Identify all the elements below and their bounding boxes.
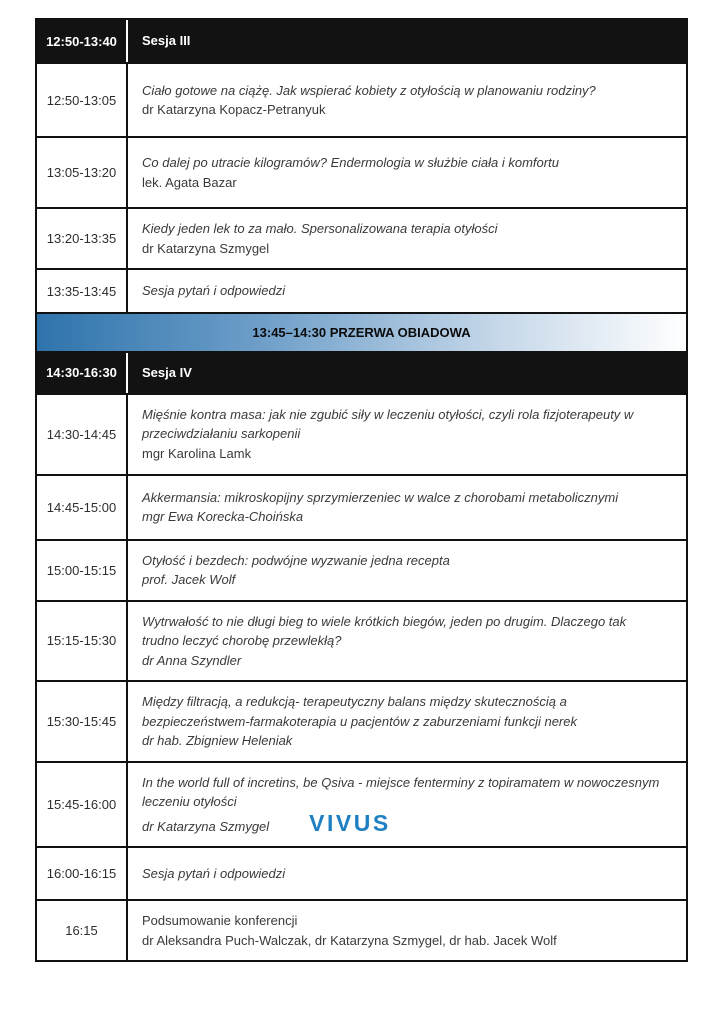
session-details-cell xyxy=(128,763,686,847)
session-details-cell xyxy=(128,64,686,136)
session-speaker: dr Aleksandra Puch-Walczak, dr Katarzyna Szmygel, dr hab. Jacek Wolf xyxy=(142,932,557,948)
schedule-row xyxy=(37,62,686,136)
schedule-row xyxy=(37,474,686,539)
session-title: Podsumowanie konferencji xyxy=(142,913,298,928)
session-speaker: dr Katarzyna Szmygel xyxy=(142,240,270,256)
time-cell: 15:00-15:15 xyxy=(37,541,128,600)
session-title: Co dalej po utracie kilogramów? Endermologia w służbie ciała i komfortu xyxy=(142,155,559,170)
session-header-label: Sesja III xyxy=(142,33,191,49)
session-title: Ciało gotowe na ciążę. Jak wspierać kobiety z otyłością w planowaniu rodziny? xyxy=(142,82,596,98)
speaker-and-logo-row xyxy=(142,809,660,837)
session-title: Między filtracją, a redukcją- terapeutyczny balans między skutecznością a bezpieczeństwem-farmakoterapia u pacjentów z zaburzeniami funkcji nerek xyxy=(142,694,577,729)
time-cell: 15:15-15:30 xyxy=(37,602,128,681)
session-header-label-cell xyxy=(128,353,686,393)
schedule-row xyxy=(37,899,686,960)
session-header-label-cell xyxy=(128,20,686,62)
time-cell: 14:30-14:45 xyxy=(37,395,128,474)
session-speaker: mgr Karolina Lamk xyxy=(142,445,252,461)
schedule-row xyxy=(37,846,686,899)
vivus-logo: VIVUS xyxy=(309,809,391,836)
schedule-row xyxy=(37,136,686,207)
session-speaker: lek. Agata Bazar xyxy=(142,174,237,190)
schedule-row xyxy=(37,600,686,681)
lunch-break-band: 13:45–14:30 PRZERWA OBIADOWA xyxy=(37,312,686,351)
session-details-cell xyxy=(128,395,686,474)
session-title: In the world full of incretins, be Qsiva - miejsce fenterminy z topiramatem w nowoczesnym leczeniu otyłości xyxy=(142,774,660,809)
session-header-row xyxy=(37,20,686,62)
time-cell: 15:45-16:00 xyxy=(37,763,128,847)
session-title: Kiedy jeden lek to za mało. Spersonalizowana terapia otyłości xyxy=(142,221,498,236)
session-title: Akkermansia: mikroskopijny sprzymierzeniec w walce z chorobami metabolicznymi xyxy=(142,489,619,505)
session-title: Otyłość i bezdech: podwójne wyzwanie jedna recepta xyxy=(142,552,450,568)
session-details-cell xyxy=(128,270,686,312)
schedule-row xyxy=(37,393,686,474)
session-title: Sesja pytań i odpowiedzi xyxy=(142,865,286,881)
schedule-row xyxy=(37,207,686,268)
session-header-row xyxy=(37,351,686,393)
time-cell: 14:30-16:30 xyxy=(37,353,128,393)
time-cell: 12:50-13:40 xyxy=(37,20,128,62)
session-details-cell xyxy=(128,602,686,681)
session-details-cell xyxy=(128,901,686,960)
time-cell: 16:15 xyxy=(37,901,128,960)
agenda-table xyxy=(35,18,688,962)
time-cell: 14:45-15:00 xyxy=(37,476,128,539)
schedule-row xyxy=(37,761,686,847)
session-title: Wytrwałość to nie długi bieg to wiele krótkich biegów, jeden po drugim. Dlaczego tak trudno leczyć chorobę przewlekłą? xyxy=(142,613,627,648)
session-details-cell xyxy=(128,476,686,539)
session-speaker: dr Katarzyna Kopacz-Petranyuk xyxy=(142,102,326,117)
time-cell: 13:05-13:20 xyxy=(37,138,128,207)
session-speaker: dr Anna Szyndler xyxy=(142,652,242,668)
session-details-cell xyxy=(128,209,686,268)
session-speaker: dr Katarzyna Szmygel xyxy=(142,818,270,834)
time-cell: 12:50-13:05 xyxy=(37,64,128,136)
session-details-cell xyxy=(128,682,686,761)
session-details-cell xyxy=(128,138,686,207)
time-cell: 16:00-16:15 xyxy=(37,848,128,899)
time-cell: 13:35-13:45 xyxy=(37,270,128,312)
session-header-label: Sesja IV xyxy=(142,365,192,380)
session-title: Sesja pytań i odpowiedzi xyxy=(142,283,286,299)
time-cell: 15:30-15:45 xyxy=(37,682,128,761)
time-cell: 13:20-13:35 xyxy=(37,209,128,268)
session-speaker: prof. Jacek Wolf xyxy=(142,572,236,587)
session-details-cell xyxy=(128,848,686,899)
schedule-row xyxy=(37,680,686,761)
session-title: Mięśnie kontra masa: jak nie zgubić siły w leczeniu otyłości, czyli rola fizjoterapeuty w przeciwdziałaniu sarkopenii xyxy=(142,406,634,442)
session-speaker: dr hab. Zbigniew Heleniak xyxy=(142,733,293,748)
schedule-row xyxy=(37,539,686,600)
session-speaker: mgr Ewa Korecka-Choińska xyxy=(142,509,304,524)
session-details-cell xyxy=(128,541,686,600)
schedule-row xyxy=(37,268,686,312)
